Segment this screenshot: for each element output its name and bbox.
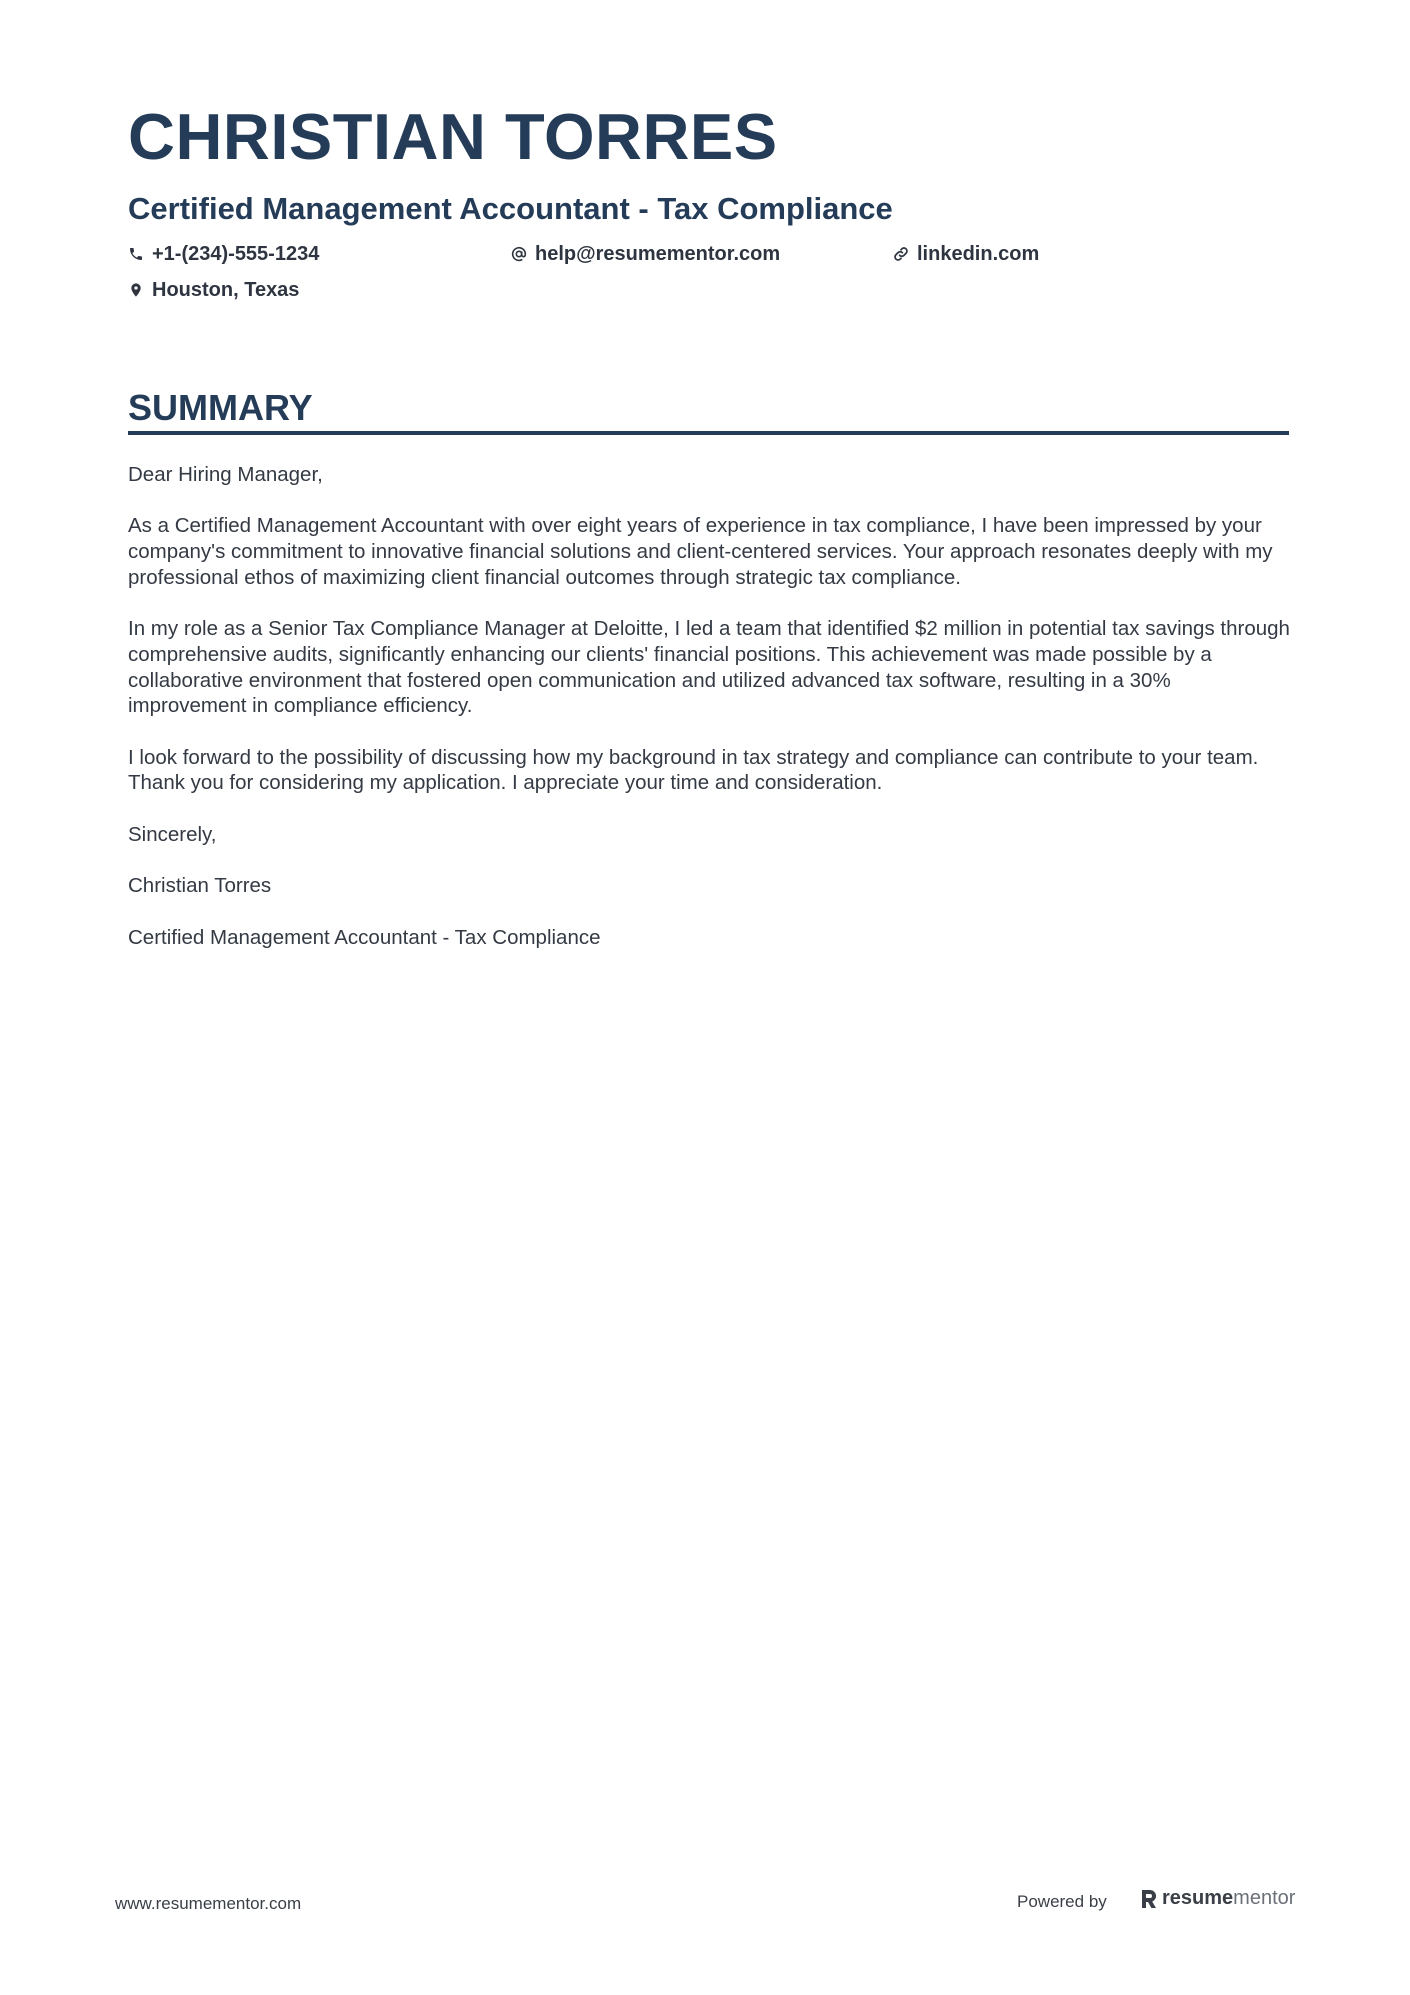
- contact-location: [128, 280, 299, 300]
- contact-location-text: Houston, Texas: [152, 279, 300, 301]
- contact-email: [511, 244, 780, 264]
- letter-paragraph: In my role as a Senior Tax Compliance Manager at Deloitte, I led a team that identified $2 million in potential tax savings through comprehensive audits, significantly enhancing our clients' financial positions. This achievement was made possible by a collaborative environment that fostered open communication and utilized advanced tax software, resulting in a 30% improvement in compliance efficiency.: [128, 617, 1290, 718]
- brand-text-light: mentor: [1233, 1887, 1296, 1909]
- letter-body: [128, 462, 1293, 976]
- link-icon: [893, 246, 909, 262]
- candidate-title: Certified Management Accountant - Tax Compliance: [128, 191, 893, 226]
- at-sign-icon: [511, 246, 527, 262]
- letter-closing: Sincerely,: [128, 822, 217, 846]
- map-pin-icon: [128, 282, 144, 298]
- letter-paragraph: As a Certified Management Accountant with over eight years of experience in tax compliance, I have been impressed by your company's commitment to innovative financial solutions and client-centered services. Your approach resonates deeply with my professional ethos of maximizing client financial outcomes through strategic tax compliance.: [128, 514, 1273, 589]
- summary-divider: [128, 431, 1289, 435]
- footer-powered-by: Powered by: [1017, 1892, 1107, 1911]
- contact-phone: [128, 244, 319, 264]
- contact-email-text: help@resumementor.com: [535, 243, 781, 265]
- footer-brand-logo[interactable]: [1140, 1887, 1295, 1910]
- resumementor-logo-icon: [1140, 1888, 1158, 1910]
- letter-salutation: Dear Hiring Manager,: [128, 463, 323, 486]
- letter-signature-title: Certified Management Accountant - Tax Compliance: [128, 925, 601, 949]
- letter-paragraph: I look forward to the possibility of discussing how my background in tax strategy and compliance can contribute to your team. Thank you for considering my application. I appreciate your time and consideration.: [128, 745, 1259, 795]
- candidate-name: CHRISTIAN TORRES: [128, 100, 778, 173]
- phone-icon: [128, 246, 144, 262]
- contact-phone-text: +1-(234)-555-1234: [152, 243, 320, 265]
- letter-signature-name: Christian Torres: [128, 874, 272, 898]
- brand-text-bold: resume: [1162, 1887, 1234, 1909]
- footer-website-link[interactable]: www.resumementor.com: [115, 1894, 302, 1913]
- summary-heading: SUMMARY: [128, 387, 313, 428]
- contact-website: [893, 244, 1039, 264]
- contact-website-text: linkedin.com: [917, 243, 1040, 265]
